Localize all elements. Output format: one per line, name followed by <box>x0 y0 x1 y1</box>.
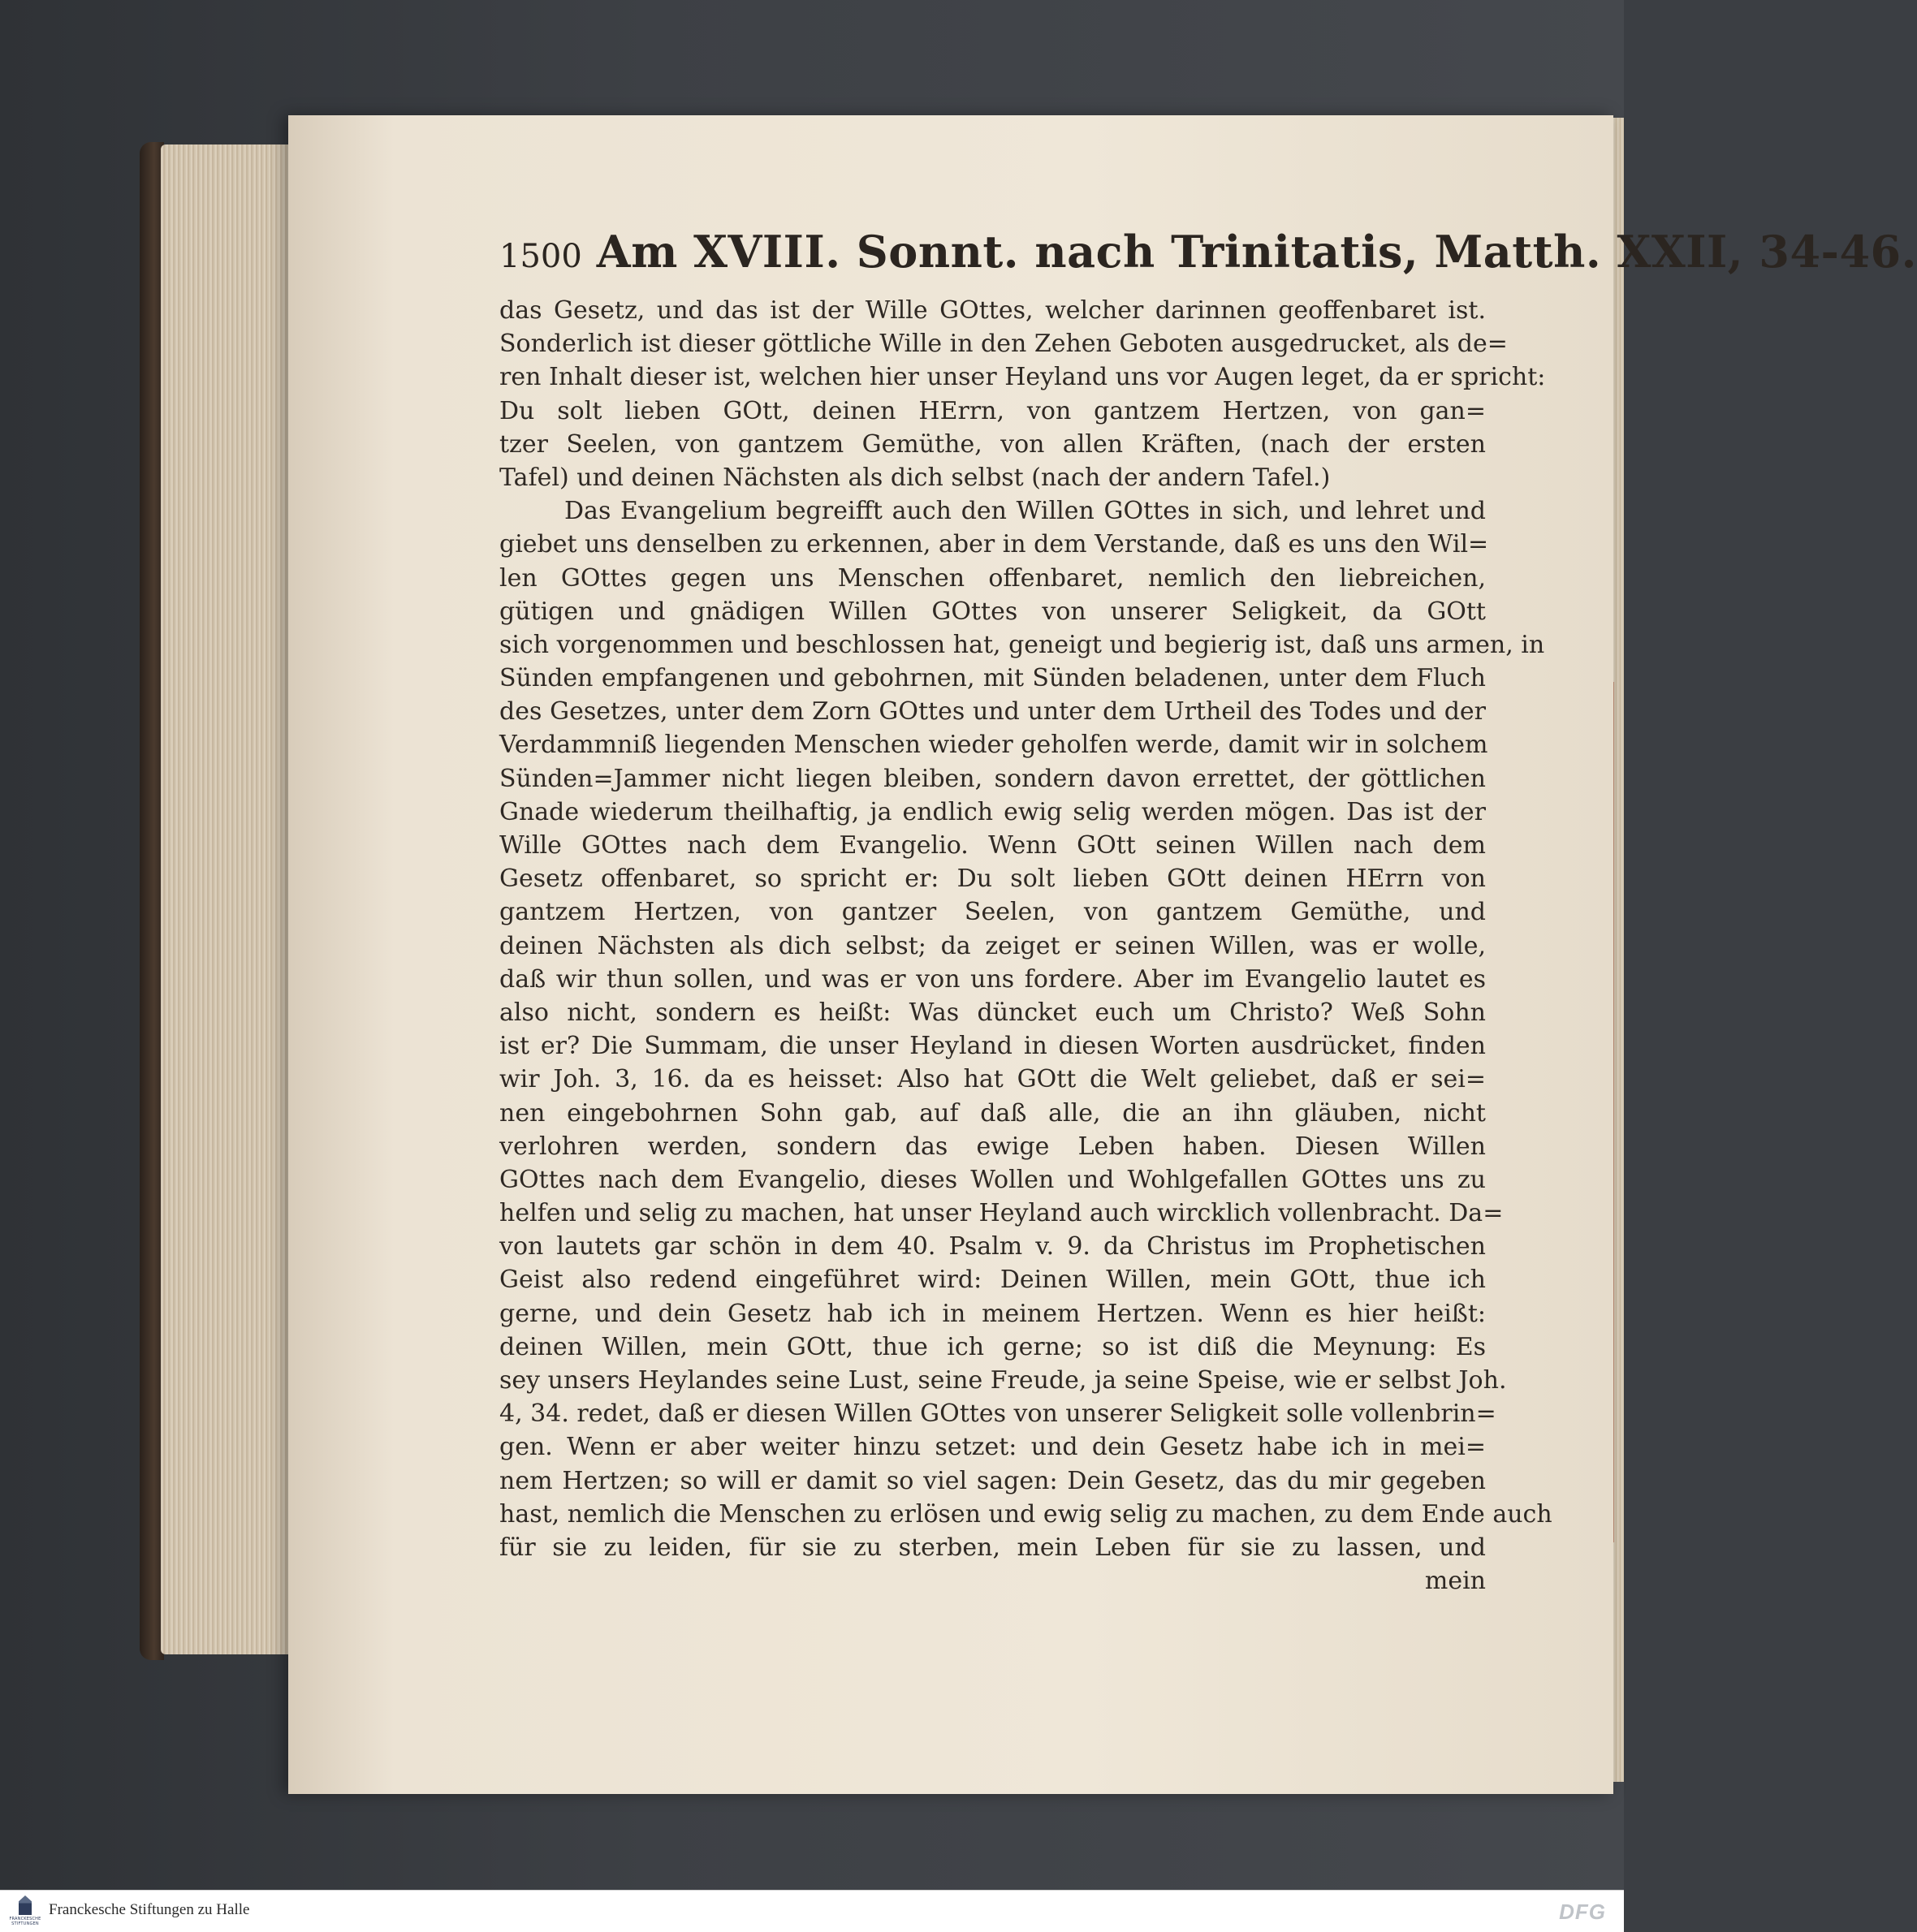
text-line: Das Evangelium begreifft auch den Willen GOttes in sich, und lehret und <box>564 497 1486 526</box>
text-line: sey unsers Heylandes seine Lust, seine Freude, ja seine Speise, wie er selbst Joh. <box>499 1366 1507 1395</box>
text-line: daß wir thun sollen, und was er von uns fordere. Aber im Evangelio lautet es <box>499 964 1486 994</box>
text-line: für sie zu leiden, für sie zu sterben, mein Leben für sie zu lassen, und <box>499 1533 1486 1562</box>
text-line: tzer Seelen, von gantzem Gemüthe, von allen Kräften, (nach der ersten <box>499 429 1486 459</box>
text-line: also nicht, sondern es heißt: Was düncket euch um Christo? Weß Sohn <box>499 998 1486 1027</box>
text-line: verlohren werden, sondern das ewige Leben haben. Diesen Willen <box>499 1132 1486 1161</box>
viewer-footer <box>0 1890 1624 1932</box>
text-block <box>499 294 1552 1596</box>
text-line: Verdammniß liegenden Menschen wieder geholfen werde, damit wir in solchem <box>499 731 1488 760</box>
page-edges-left <box>161 144 291 1654</box>
text-line: gantzem Hertzen, von gantzer Seelen, von gantzem Gemüthe, und <box>499 898 1486 927</box>
text-line: Sünden empfangenen und gebohrnen, mit Sünden beladenen, unter dem Fluch <box>499 664 1486 693</box>
text-line: wir Joh. 3, 16. da es heisset: Also hat GOtt die Welt geliebet, daß er sei= <box>499 1065 1486 1094</box>
text-line: hast, nemlich die Menschen zu erlösen und ewig selig zu machen, zu dem Ende auch <box>499 1499 1552 1529</box>
text-line: Sonderlich ist dieser göttliche Wille in den Zehen Geboten ausgedrucket, als de= <box>499 330 1508 359</box>
text-line: des Gesetzes, unter dem Zorn GOttes und unter dem Urtheil des Todes und der <box>499 697 1486 727</box>
text-line: Gnade wiederum theilhaftig, ja endlich ewig selig werden mögen. Das ist der <box>499 797 1486 826</box>
dfg-logo[interactable]: DFG <box>1559 1900 1606 1924</box>
text-line: deinen Willen, mein GOtt, thue ich gerne; so ist diß die Meynung: Es <box>499 1332 1486 1361</box>
text-line: von lautets gar schön in dem 40. Psalm v. 9. da Christus im Prophetischen <box>499 1232 1486 1261</box>
text-line: helfen und selig zu machen, hat unser Heyland auch wircklich vollenbracht. Da= <box>499 1199 1504 1228</box>
text-line: nem Hertzen; so will er damit so viel sagen: Dein Gesetz, das du mir gegeben <box>499 1466 1486 1495</box>
text-line: das Gesetz, und das ist der Wille GOttes, welcher darinnen geoffenbaret ist. <box>499 296 1486 325</box>
text-line: Sünden=Jammer nicht liegen bleiben, sondern davon errettet, der göttlichen <box>499 764 1486 793</box>
text-line: gerne, und dein Gesetz hab ich in meinem Hertzen. Wenn es hier heißt: <box>499 1299 1486 1328</box>
text-line: sich vorgenommen und beschlossen hat, geneigt und begierig ist, daß uns armen, in <box>499 630 1545 659</box>
text-line: deinen Nächsten als dich selbst; da zeiget er seinen Willen, was er wolle, <box>499 931 1486 960</box>
running-head <box>499 226 1917 291</box>
text-line: giebet uns denselben zu erkennen, aber in dem Verstande, daß es uns den Wil= <box>499 530 1489 559</box>
text-line: GOttes nach dem Evangelio, dieses Wollen und Wohlgefallen GOttes uns zu <box>499 1165 1486 1194</box>
text-line: gütigen und gnädigen Willen GOttes von unserer Seligkeit, da GOtt <box>499 597 1486 626</box>
institution-link[interactable]: Franckesche Stiftungen zu Halle <box>49 1901 250 1918</box>
text-line: ist er? Die Summam, die unser Heyland in diesen Worten ausdrücket, finden <box>499 1032 1486 1061</box>
page-number: 1500 <box>499 238 582 275</box>
text-line: Du solt lieben GOtt, deinen HErrn, von gantzem Hertzen, von gan= <box>499 396 1486 425</box>
text-line: gen. Wenn er aber weiter hinzu setzet: und dein Gesetz habe ich in mei= <box>499 1433 1486 1462</box>
text-line: Tafel) und deinen Nächsten als dich selbst (nach der andern Tafel.) <box>499 463 1331 492</box>
catchword: mein <box>1424 1567 1486 1596</box>
text-line: Gesetz offenbaret, so spricht er: Du solt lieben GOtt deinen HErrn von <box>499 865 1486 894</box>
text-line: Wille GOttes nach dem Evangelio. Wenn GOtt seinen Willen nach dem <box>499 831 1486 860</box>
building-icon <box>19 1895 32 1915</box>
institution-logo[interactable] <box>6 1893 44 1929</box>
text-line: nen eingebohrnen Sohn gab, auf daß alle, die an ihn gläuben, nicht <box>499 1098 1486 1128</box>
text-line: Geist also redend eingeführet wird: Deinen Willen, mein GOtt, thue ich <box>499 1266 1486 1295</box>
running-title: Am XVIII. Sonnt. nach Trinitatis, Matth. XXII, 34-46. <box>596 226 1917 278</box>
text-line: len GOttes gegen uns Menschen offenbaret, nemlich den liebreichen, <box>499 563 1486 593</box>
logo-text: FRANCKESCHE STIFTUNGEN <box>9 1917 41 1926</box>
text-line: 4, 34. redet, daß er diesen Willen GOttes von unserer Seligkeit solle vollenbrin= <box>499 1399 1496 1429</box>
text-line: ren Inhalt dieser ist, welchen hier unser Heyland uns vor Augen leget, da er spricht: <box>499 363 1546 392</box>
